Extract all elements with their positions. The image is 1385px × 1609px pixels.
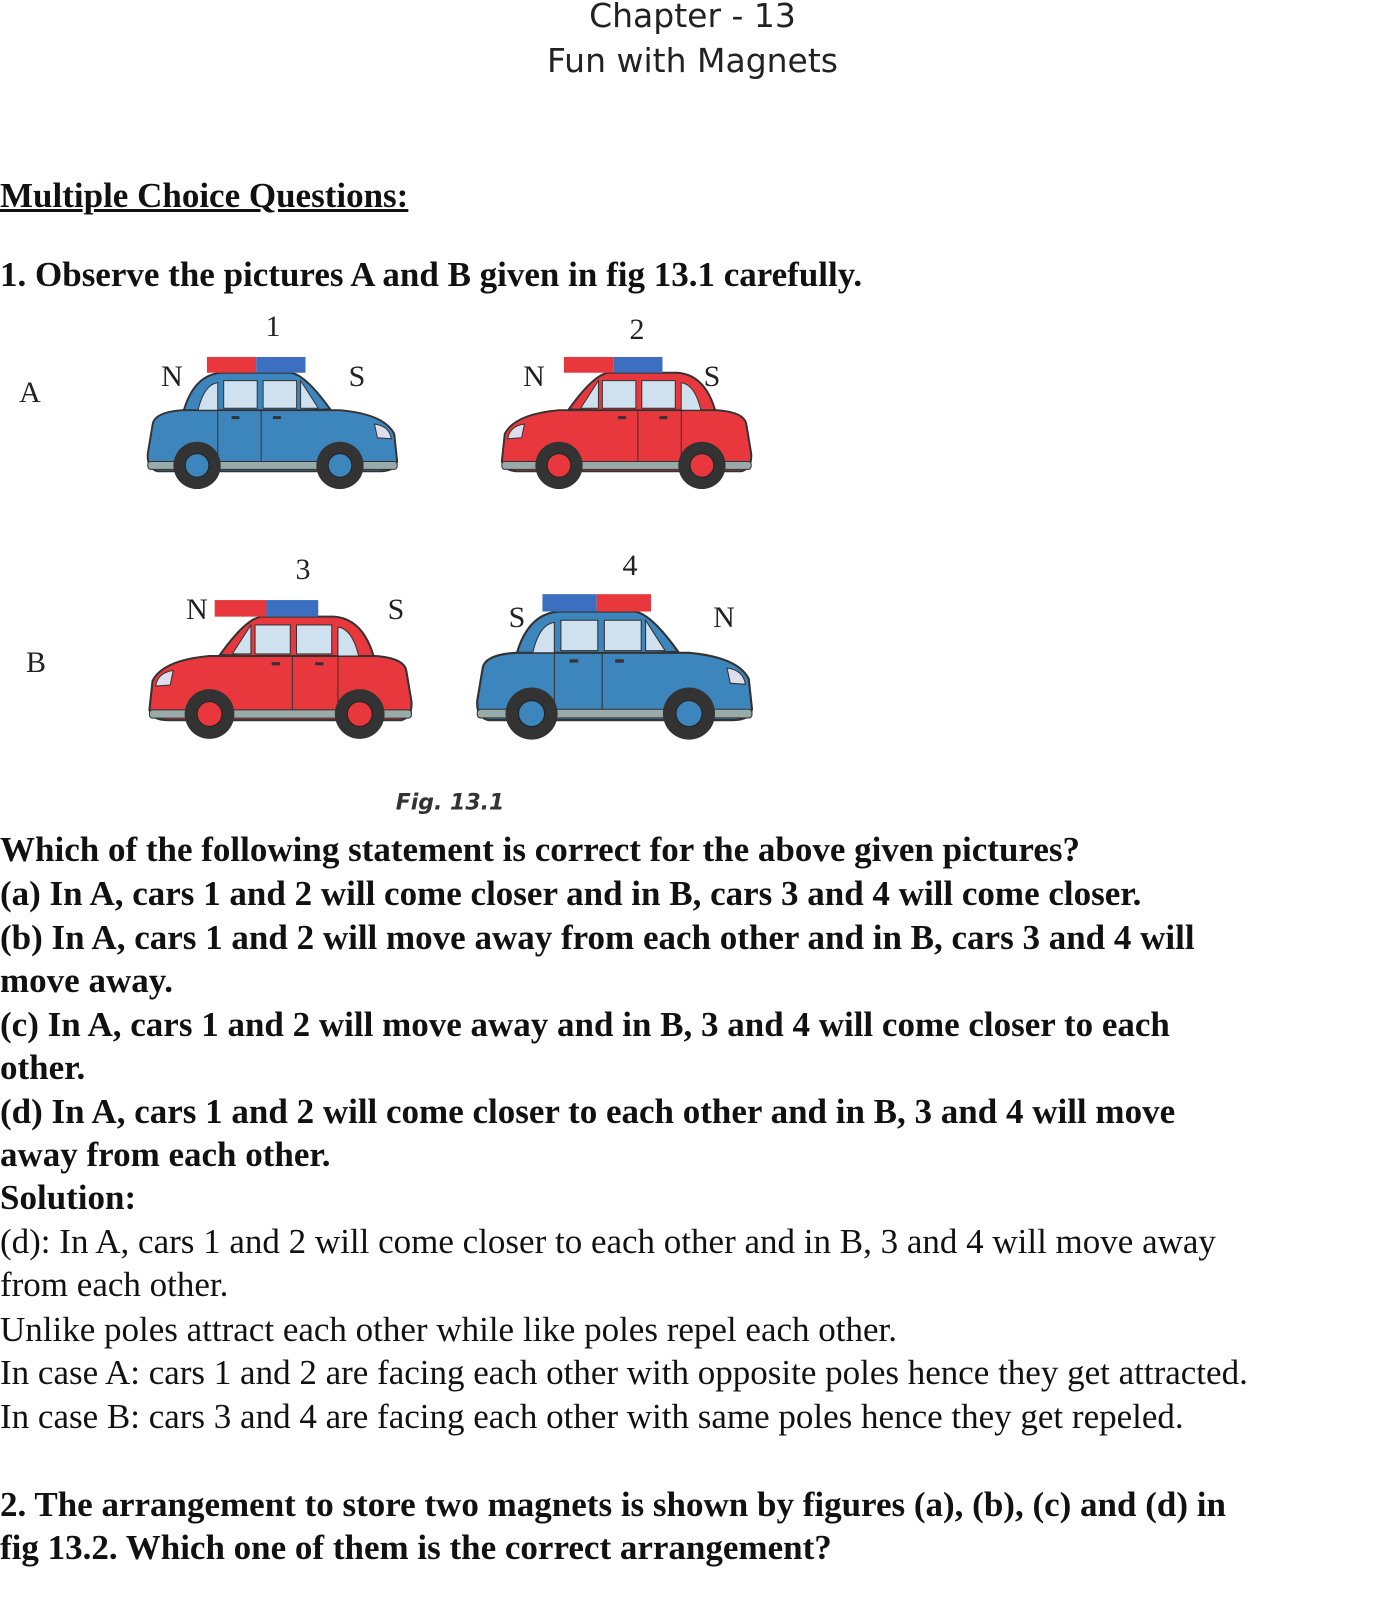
pole-label: N: [523, 360, 545, 393]
car-number: 3: [295, 553, 311, 586]
option-c: (c) In A, cars 1 and 2 will move away and in B, 3 and 4 will come closer to each: [0, 1005, 1170, 1044]
option-a: (a) In A, cars 1 and 2 will come closer and in B, cars 3 and 4 will come closer.: [0, 874, 1142, 913]
bar-magnet: [564, 357, 663, 373]
figure-caption: Fig. 13.1: [395, 790, 505, 816]
solution-line: Unlike poles attract each other while like poles repel each other.: [0, 1310, 897, 1349]
bar-magnet: [207, 357, 306, 373]
pole-label: S: [508, 601, 526, 634]
row-label-b: B: [25, 646, 47, 679]
car-number: 4: [622, 549, 638, 582]
question-line: Which of the following statement is correct for the above given pictures?: [0, 830, 1080, 869]
option-d: (d) In A, cars 1 and 2 will come closer to each other and in B, 3 and 4 will move: [0, 1092, 1176, 1131]
magnet-pole-left: [542, 594, 596, 611]
magnet-pole-left: [207, 357, 256, 373]
question-2-line: 2. The arrangement to store two magnets is shown by figures (a), (b), (c) and (d) in: [0, 1485, 1226, 1524]
bar-magnet: [542, 594, 651, 611]
question-1-prompt: 1. Observe the pictures A and B given in fig 13.1 carefully.: [0, 255, 863, 294]
option-b-cont: move away.: [0, 961, 174, 1000]
solution-line: In case B: cars 3 and 4 are facing each other with same poles hence they get repeled.: [0, 1397, 1184, 1436]
car-number: 1: [265, 310, 281, 343]
pole-label: S: [387, 593, 405, 626]
car-2-illustration: [497, 355, 759, 493]
magnet-pole-right: [256, 357, 305, 373]
solution-line: In case A: cars 1 and 2 are facing each other with opposite poles hence they get attracted.: [0, 1353, 1248, 1392]
solution-line: (d): In A, cars 1 and 2 will come closer to each other and in B, 3 and 4 will move away: [0, 1222, 1216, 1261]
pole-label: S: [348, 360, 366, 393]
question-2-line: fig 13.2. Which one of them is the correct arrangement?: [0, 1528, 832, 1567]
chapter-title: Fun with Magnets: [547, 41, 838, 80]
car-4-illustration: [466, 592, 760, 744]
magnet-pole-right: [597, 594, 651, 611]
pole-label: N: [713, 601, 735, 634]
option-c-cont: other.: [0, 1048, 86, 1087]
magnet-pole-left: [564, 357, 613, 373]
car-number: 2: [629, 313, 645, 346]
section-heading: Multiple Choice Questions:: [0, 176, 409, 215]
chapter-number: Chapter - 13: [589, 0, 796, 35]
pole-label: S: [703, 360, 721, 393]
magnet-pole-left: [215, 600, 267, 617]
option-d-cont: away from each other.: [0, 1135, 331, 1174]
car-1-illustration: [140, 355, 402, 493]
magnet-pole-right: [613, 357, 662, 373]
car-3-illustration: [142, 598, 422, 743]
row-label-a: A: [19, 376, 41, 409]
option-b: (b) In A, cars 1 and 2 will move away from each other and in B, cars 3 and 4 will: [0, 918, 1195, 957]
solution-line: from each other.: [0, 1265, 229, 1304]
solution-label: Solution:: [0, 1178, 137, 1217]
pole-label: N: [186, 593, 208, 626]
pole-label: N: [161, 360, 183, 393]
bar-magnet: [215, 600, 319, 617]
magnet-pole-right: [266, 600, 318, 617]
